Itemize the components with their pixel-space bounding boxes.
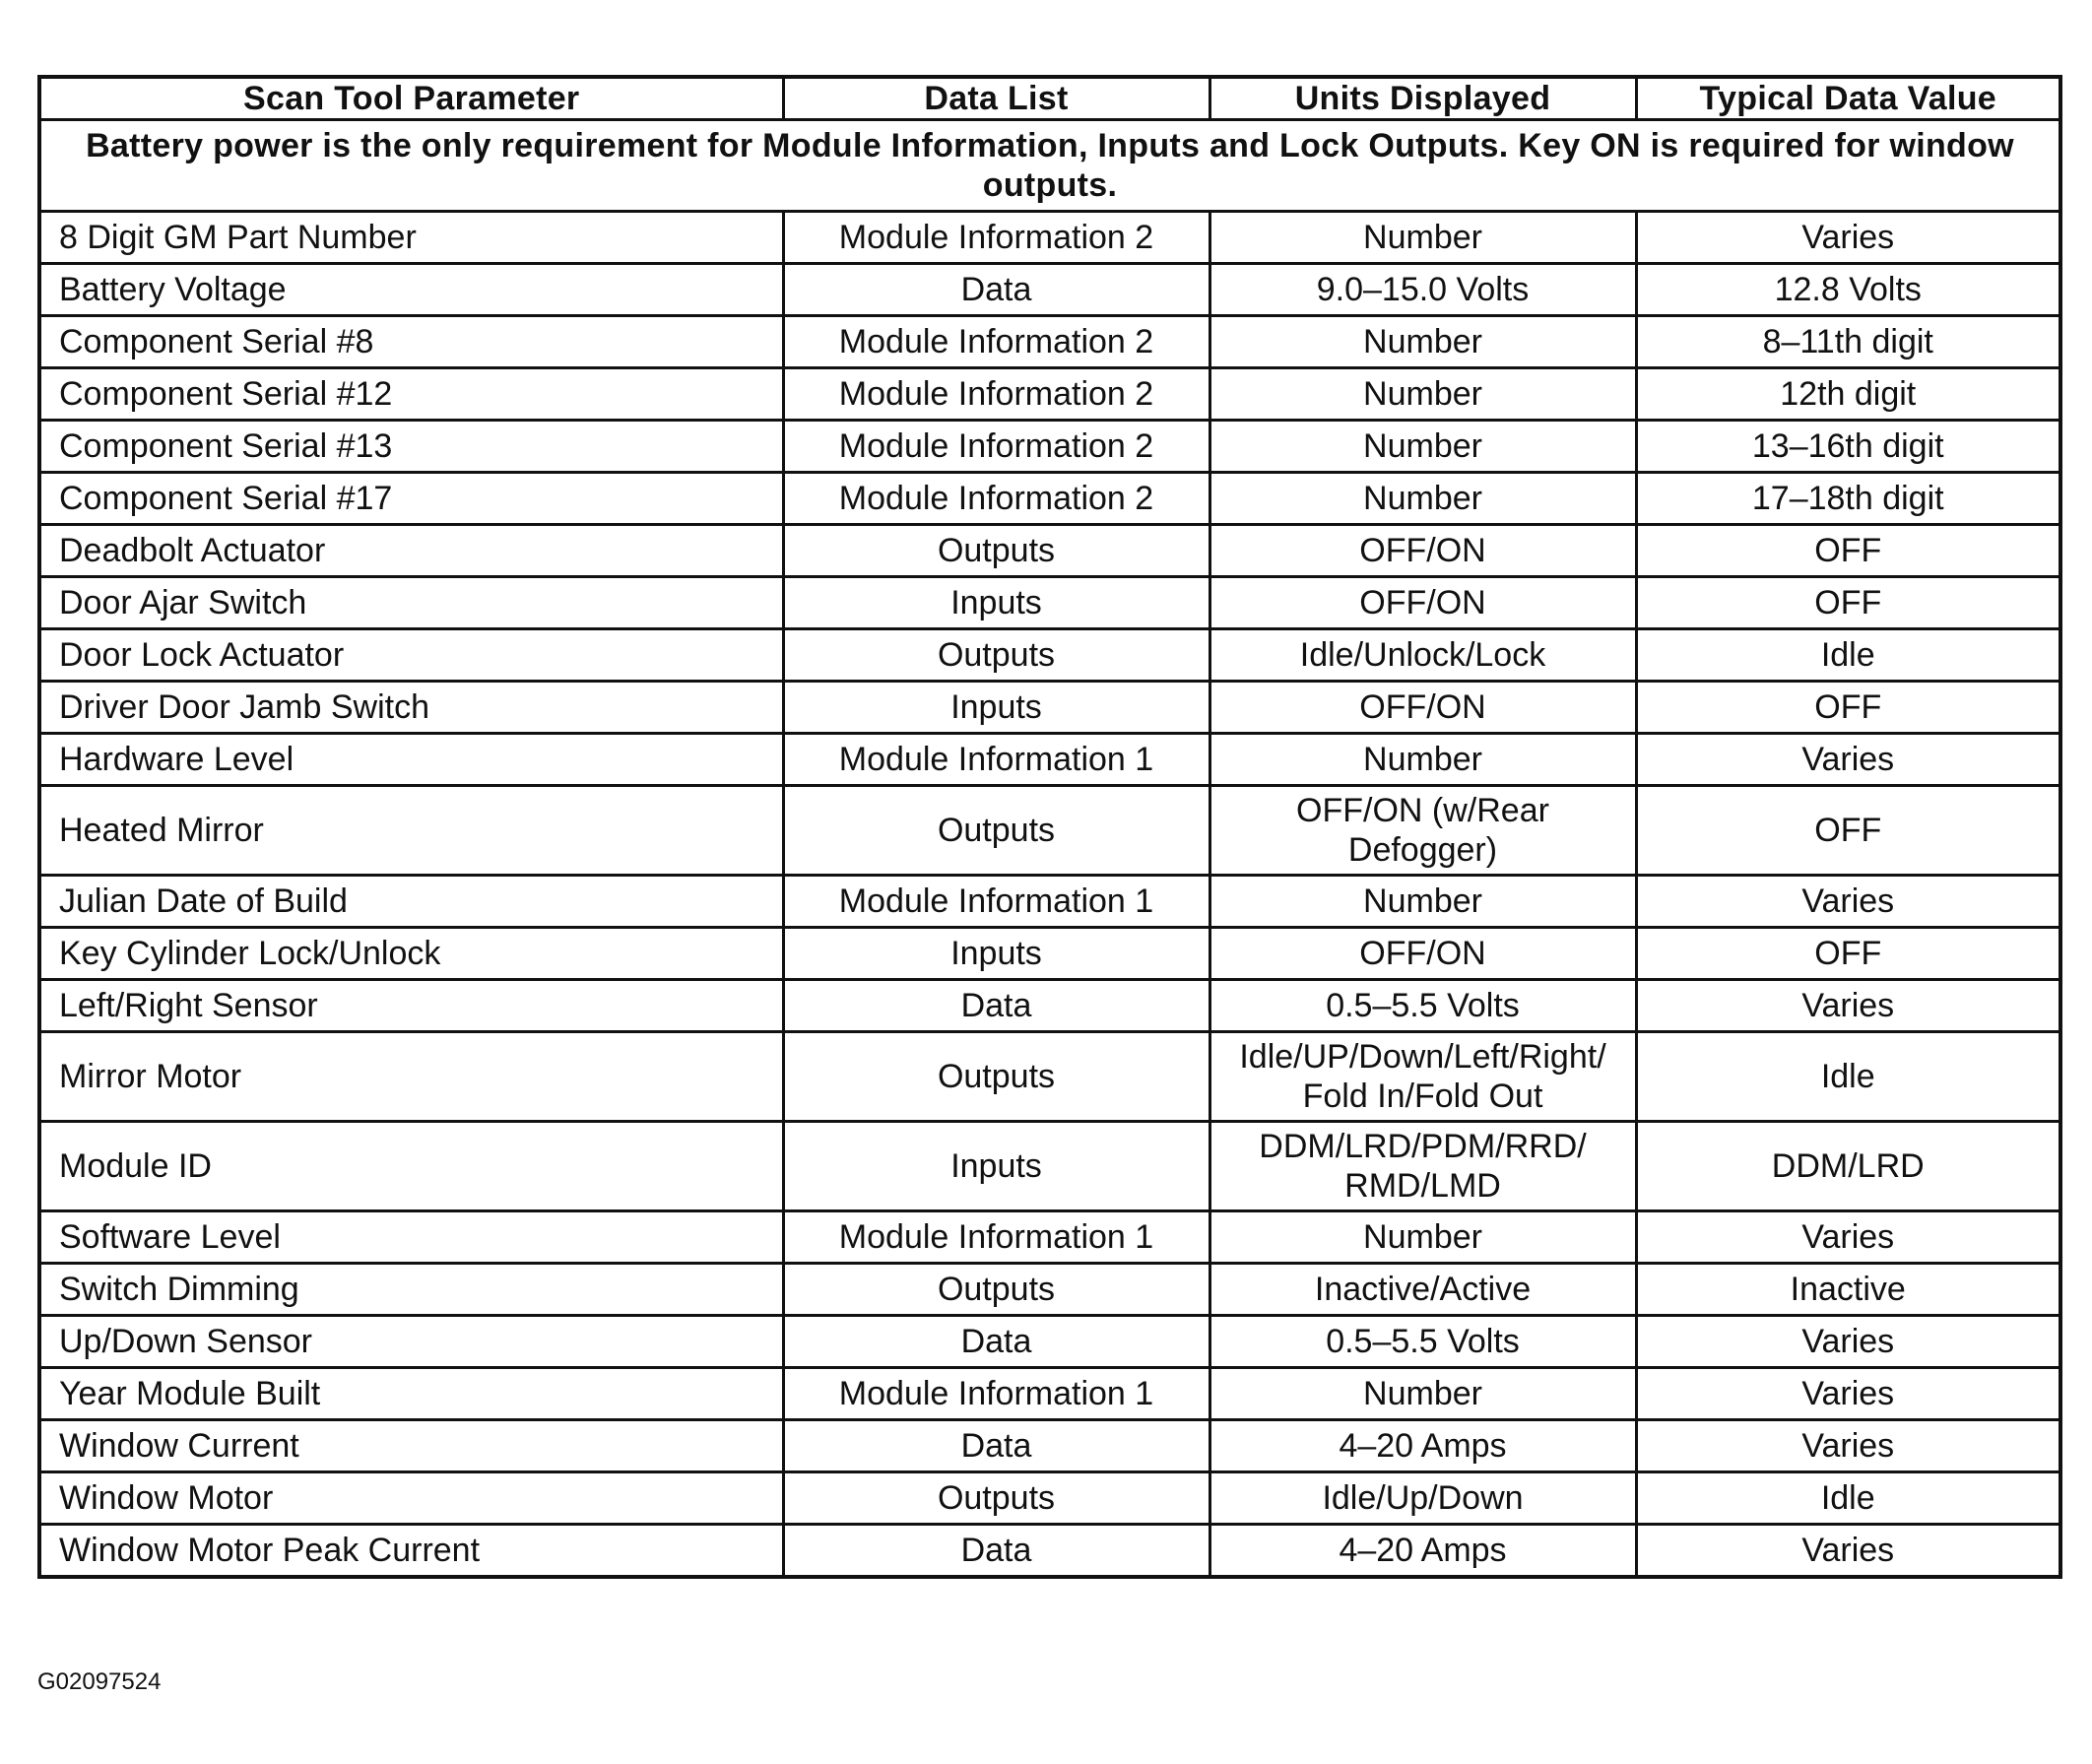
- cell-data-list: Data: [783, 1316, 1209, 1368]
- cell-parameter: 8 Digit GM Part Number: [39, 212, 783, 264]
- cell-data-list: Module Information 2: [783, 212, 1209, 264]
- cell-units-displayed: Number: [1209, 316, 1636, 368]
- cell-parameter: Component Serial #8: [39, 316, 783, 368]
- table-row: [39, 682, 2060, 734]
- cell-units-displayed: OFF/ON: [1209, 577, 1636, 629]
- cell-typical-value: Idle: [1636, 1472, 2060, 1525]
- cell-data-list: Inputs: [783, 1122, 1209, 1211]
- cell-data-list: Outputs: [783, 1032, 1209, 1122]
- table-row: [39, 786, 2060, 876]
- cell-parameter: Component Serial #12: [39, 368, 783, 421]
- cell-typical-value: Varies: [1636, 1316, 2060, 1368]
- cell-parameter: Window Current: [39, 1420, 783, 1472]
- cell-units-displayed: 0.5–5.5 Volts: [1209, 1316, 1636, 1368]
- cell-data-list: Module Information 2: [783, 473, 1209, 525]
- cell-data-list: Data: [783, 980, 1209, 1032]
- cell-typical-value: Inactive: [1636, 1264, 2060, 1316]
- cell-units-displayed: Number: [1209, 473, 1636, 525]
- cell-typical-value: Idle: [1636, 1032, 2060, 1122]
- cell-data-list: Module Information 1: [783, 1368, 1209, 1420]
- cell-typical-value: OFF: [1636, 786, 2060, 876]
- cell-data-list: Module Information 2: [783, 421, 1209, 473]
- table-row: [39, 1420, 2060, 1472]
- cell-data-list: Data: [783, 1525, 1209, 1578]
- table-row: [39, 928, 2060, 980]
- cell-units-displayed: 9.0–15.0 Volts: [1209, 264, 1636, 316]
- cell-units-displayed: Number: [1209, 734, 1636, 786]
- table-body: [39, 120, 2060, 1578]
- cell-parameter: Window Motor: [39, 1472, 783, 1525]
- table-row: [39, 1472, 2060, 1525]
- cell-parameter: Window Motor Peak Current: [39, 1525, 783, 1578]
- table-row: [39, 368, 2060, 421]
- cell-data-list: Outputs: [783, 1472, 1209, 1525]
- cell-parameter: Left/Right Sensor: [39, 980, 783, 1032]
- cell-units-displayed: Inactive/Active: [1209, 1264, 1636, 1316]
- cell-data-list: Inputs: [783, 577, 1209, 629]
- table-row: [39, 421, 2060, 473]
- cell-parameter: Julian Date of Build: [39, 876, 783, 928]
- cell-units-displayed: OFF/ON (w/Rear Defogger): [1209, 786, 1636, 876]
- cell-units-displayed: Number: [1209, 1368, 1636, 1420]
- cell-units-displayed: Number: [1209, 1211, 1636, 1264]
- cell-data-list: Data: [783, 264, 1209, 316]
- cell-units-displayed: DDM/LRD/PDM/RRD/ RMD/LMD: [1209, 1122, 1636, 1211]
- cell-data-list: Module Information 2: [783, 316, 1209, 368]
- cell-parameter: Deadbolt Actuator: [39, 525, 783, 577]
- cell-typical-value: Varies: [1636, 1525, 2060, 1578]
- cell-typical-value: 12.8 Volts: [1636, 264, 2060, 316]
- header-row: [39, 77, 2060, 120]
- cell-parameter: Year Module Built: [39, 1368, 783, 1420]
- table-row: [39, 1525, 2060, 1578]
- table-row: [39, 1032, 2060, 1122]
- table-row: [39, 1264, 2060, 1316]
- cell-parameter: Door Lock Actuator: [39, 629, 783, 682]
- cell-data-list: Module Information 1: [783, 876, 1209, 928]
- table-row: [39, 734, 2060, 786]
- cell-units-displayed: Number: [1209, 876, 1636, 928]
- cell-data-list: Data: [783, 1420, 1209, 1472]
- cell-parameter: Heated Mirror: [39, 786, 783, 876]
- cell-units-displayed: Idle/UP/Down/Left/Right/ Fold In/Fold Out: [1209, 1032, 1636, 1122]
- cell-parameter: Switch Dimming: [39, 1264, 783, 1316]
- scan-tool-data-table: [37, 75, 2062, 1579]
- cell-typical-value: OFF: [1636, 577, 2060, 629]
- cell-units-displayed: Idle/Unlock/Lock: [1209, 629, 1636, 682]
- cell-parameter: Key Cylinder Lock/Unlock: [39, 928, 783, 980]
- cell-typical-value: Varies: [1636, 1368, 2060, 1420]
- cell-parameter: Component Serial #13: [39, 421, 783, 473]
- cell-parameter: Module ID: [39, 1122, 783, 1211]
- table-row: [39, 1316, 2060, 1368]
- table-row: [39, 876, 2060, 928]
- cell-data-list: Outputs: [783, 525, 1209, 577]
- cell-data-list: Inputs: [783, 928, 1209, 980]
- cell-units-displayed: Idle/Up/Down: [1209, 1472, 1636, 1525]
- cell-typical-value: OFF: [1636, 928, 2060, 980]
- cell-units-displayed: Number: [1209, 212, 1636, 264]
- cell-data-list: Module Information 1: [783, 1211, 1209, 1264]
- table-row: [39, 1211, 2060, 1264]
- requirement-note: Battery power is the only requirement for Module Information, Inputs and Lock Outputs. Key ON is required for window outputs.: [39, 120, 2060, 212]
- cell-data-list: Inputs: [783, 682, 1209, 734]
- table-row: [39, 1122, 2060, 1211]
- cell-typical-value: OFF: [1636, 525, 2060, 577]
- cell-parameter: Software Level: [39, 1211, 783, 1264]
- cell-typical-value: Varies: [1636, 980, 2060, 1032]
- table-row: [39, 473, 2060, 525]
- cell-typical-value: Varies: [1636, 734, 2060, 786]
- cell-data-list: Module Information 1: [783, 734, 1209, 786]
- cell-parameter: Driver Door Jamb Switch: [39, 682, 783, 734]
- table-row: [39, 1368, 2060, 1420]
- cell-units-displayed: Number: [1209, 368, 1636, 421]
- cell-typical-value: 13–16th digit: [1636, 421, 2060, 473]
- table-row: [39, 212, 2060, 264]
- cell-units-displayed: 0.5–5.5 Volts: [1209, 980, 1636, 1032]
- cell-units-displayed: OFF/ON: [1209, 525, 1636, 577]
- header-typical-data-value: Typical Data Value: [1636, 77, 2060, 120]
- cell-typical-value: OFF: [1636, 682, 2060, 734]
- note-row: [39, 120, 2060, 212]
- cell-data-list: Module Information 2: [783, 368, 1209, 421]
- cell-parameter: Up/Down Sensor: [39, 1316, 783, 1368]
- cell-units-displayed: OFF/ON: [1209, 928, 1636, 980]
- cell-typical-value: Varies: [1636, 212, 2060, 264]
- cell-parameter: Door Ajar Switch: [39, 577, 783, 629]
- table-row: [39, 577, 2060, 629]
- cell-data-list: Outputs: [783, 786, 1209, 876]
- cell-typical-value: Varies: [1636, 876, 2060, 928]
- table-row: [39, 629, 2060, 682]
- cell-typical-value: Varies: [1636, 1420, 2060, 1472]
- header-scan-tool-parameter: Scan Tool Parameter: [39, 77, 783, 120]
- cell-data-list: Outputs: [783, 1264, 1209, 1316]
- figure-id: G02097524: [37, 1668, 162, 1695]
- cell-parameter: Component Serial #17: [39, 473, 783, 525]
- cell-typical-value: 8–11th digit: [1636, 316, 2060, 368]
- cell-typical-value: Idle: [1636, 629, 2060, 682]
- table-row: [39, 980, 2060, 1032]
- cell-units-displayed: 4–20 Amps: [1209, 1420, 1636, 1472]
- header-data-list: Data List: [783, 77, 1209, 120]
- cell-data-list: Outputs: [783, 629, 1209, 682]
- cell-units-displayed: 4–20 Amps: [1209, 1525, 1636, 1578]
- cell-parameter: Hardware Level: [39, 734, 783, 786]
- cell-units-displayed: OFF/ON: [1209, 682, 1636, 734]
- cell-typical-value: 17–18th digit: [1636, 473, 2060, 525]
- table-row: [39, 264, 2060, 316]
- cell-units-displayed: Number: [1209, 421, 1636, 473]
- table-row: [39, 525, 2060, 577]
- cell-parameter: Battery Voltage: [39, 264, 783, 316]
- cell-typical-value: Varies: [1636, 1211, 2060, 1264]
- cell-typical-value: DDM/LRD: [1636, 1122, 2060, 1211]
- cell-typical-value: 12th digit: [1636, 368, 2060, 421]
- cell-parameter: Mirror Motor: [39, 1032, 783, 1122]
- table-row: [39, 316, 2060, 368]
- header-units-displayed: Units Displayed: [1209, 77, 1636, 120]
